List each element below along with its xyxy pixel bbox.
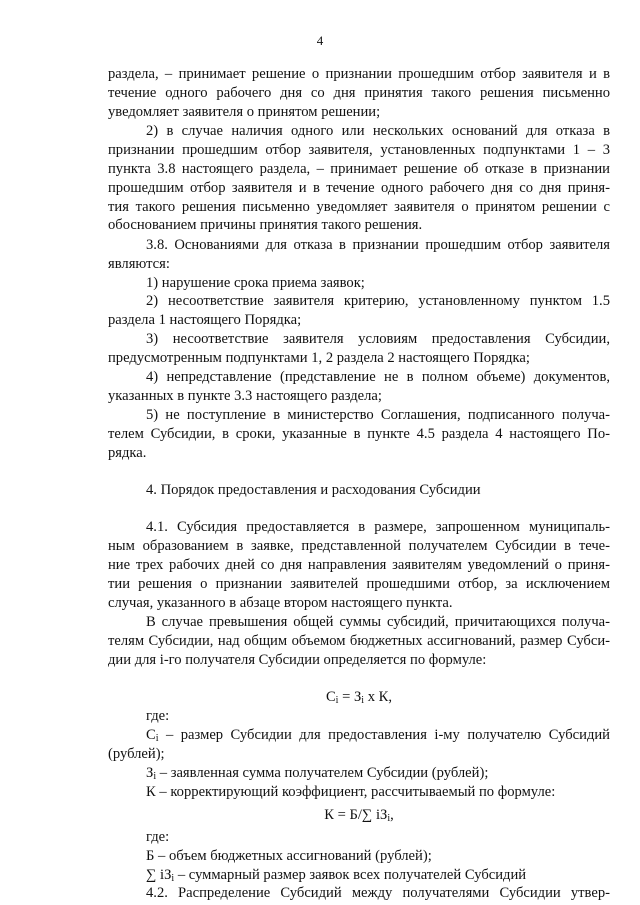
text-line: раздела 1 настоящего Порядка; [108, 312, 302, 328]
text-line: 5) не поступление в министерство Соглашения, подписанного получа- [146, 407, 610, 423]
text-line: обоснованием причины принятия такого решения. [108, 217, 423, 233]
text-line: раздела, – принимает решение о признании прошедшим отбор заявителя и в [108, 66, 610, 82]
text-line: где: [146, 708, 170, 724]
text-line: признании прошедшим отбор заявителя, установленных подпунктами 1 – 3 [108, 142, 610, 158]
text-line: пункта 3.8 настоящего раздела, – принимает решение об отказе в признании [108, 161, 610, 177]
text-line: ние трех рабочих дней со дня направления заявителям уведомлений о приня- [108, 557, 610, 573]
text-line: указанных в пункте 3.3 настоящего раздела; [108, 388, 382, 404]
text-line: где: [146, 829, 170, 845]
text-line: являются: [108, 256, 170, 272]
definition-sum: ∑ $iЗ_i$ – суммарный размер заявок всех получателей Субсидий [146, 867, 527, 884]
text-line: предусмотренным подпунктами 1, 2 раздела 2 настоящего Порядка; [108, 350, 530, 366]
text-line: 3) несоответствие заявителя условиям предоставления Субсидии, [146, 331, 610, 347]
text-line: В случае превышения общей суммы субсидий, причитающихся получа- [146, 614, 610, 630]
text-line: прошедшим отбор заявителя и в течение одного рабочего дня со дня приня- [108, 180, 610, 196]
text-line: 4.2. Распределение Субсидий между получателями Субсидии утвер- [146, 885, 610, 901]
text-line: 1) нарушение срока приема заявок; [146, 275, 365, 291]
text-line: 2) в случае наличия одного или нескольких оснований для отказа в [146, 123, 610, 139]
text-line: тия такого решения письменно уведомляет заявителя о принятом решении с [108, 199, 610, 215]
text-line: Б – объем бюджетных ассигнований (рублей); [146, 848, 432, 864]
formula-ci: $С_i = З_i$ х К, [325, 689, 393, 706]
text-line: 2) несоответствие заявителя критерию, установленному пунктом 1.5 [146, 293, 610, 309]
text-line: 3.8. Основаниями для отказа в признании прошедшим отбор заявителя [146, 237, 610, 253]
text-line: К – корректирующий коэффициент, рассчитываемый по формуле: [146, 784, 556, 800]
text-line: дии для i-го получателя Субсидии определяется по формуле: [108, 652, 487, 668]
text-line: тии решения о признании заявителей прошедшими отбор, за исключением [108, 576, 610, 592]
text-line: течение одного рабочего дня со дня принятия такого решения письменно [108, 85, 610, 101]
text-line: ным образованием в заявке, представленной получателем Субсидии в тече- [108, 538, 610, 554]
text-line: 4.1. Субсидия предоставляется в размере, запрошенном муниципаль- [146, 519, 610, 535]
section-heading: 4. Порядок предоставления и расходования Субсидии [146, 482, 481, 498]
text-line: случая, указанного в абзаце втором настоящего пункта. [108, 595, 453, 611]
text-line: уведомляет заявителя о принятом решении; [108, 104, 381, 120]
definition-zi: $З_i$ – заявленная сумма получателем Субсидии (рублей); [146, 765, 489, 782]
page-number: 4 [316, 33, 324, 48]
text-line: телям Субсидии, над общим объемом бюджетных ассигнований, размер Субси- [108, 633, 610, 649]
text-line: (рублей); [108, 746, 165, 762]
text-line: рядка. [108, 445, 147, 461]
formula-k: К = Б/∑ $iЗ_i$, [324, 807, 394, 824]
text-line: телем Субсидии, в сроки, указанные в пункте 4.5 раздела 4 настоящего По- [108, 426, 610, 442]
definition-ci: $С_i$ – размер Субсидии для предоставления i-му получателю Субсидий [146, 727, 610, 744]
text-line: 4) непредставление (представление не в полном объеме) документов, [146, 369, 610, 385]
